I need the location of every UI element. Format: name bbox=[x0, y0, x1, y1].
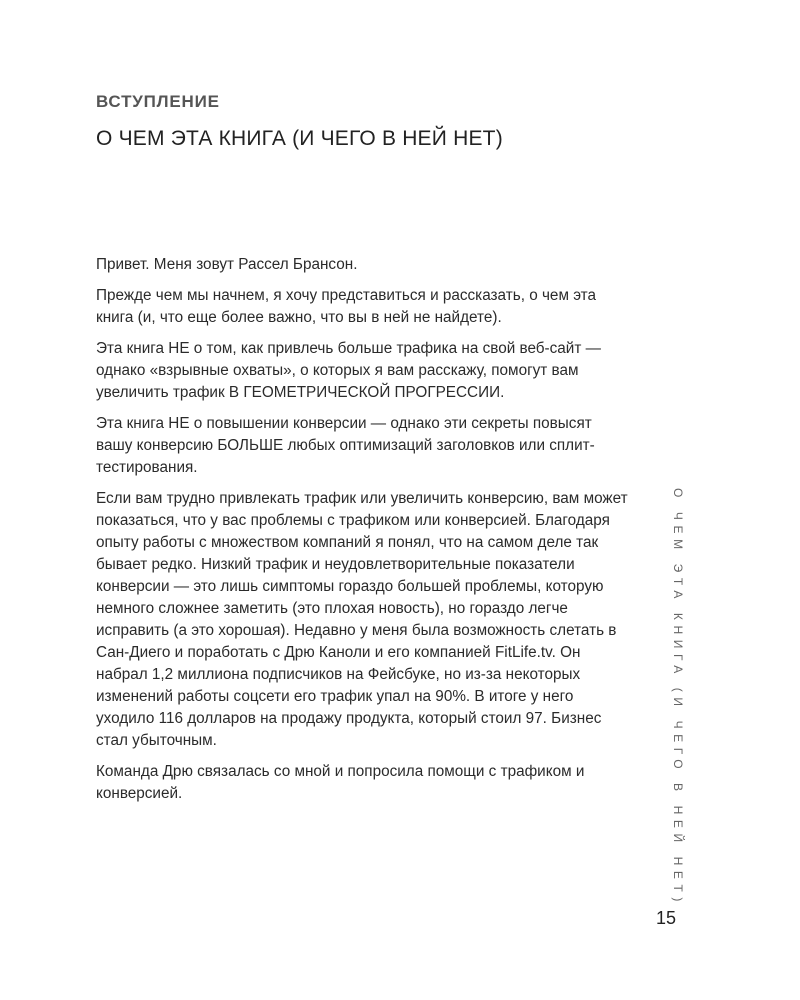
running-head: О ЧЕМ ЭТА КНИГА (И ЧЕГО В НЕЙ НЕТ) bbox=[671, 488, 685, 908]
page-number: 15 bbox=[656, 908, 677, 928]
paragraph: Привет. Меня зовут Рассел Брансон. bbox=[96, 256, 358, 273]
paragraph: Команда Дрю связалась со мной и попросила помощи с трафиком и конверсией. bbox=[96, 763, 585, 802]
chapter-title: О ЧЕМ ЭТА КНИГА (И ЧЕГО В НЕЙ НЕТ) bbox=[96, 127, 503, 150]
body-text bbox=[96, 254, 631, 814]
section-label: ВСТУПЛЕНИЕ bbox=[96, 92, 220, 111]
paragraph: Если вам трудно привлекать трафик или увеличить конверсию, вам может показаться, что у вас проблемы с трафиком или конверсией. Благодаря опыту работы с множеством компаний я понял, что на самом деле так бывает редко. Низкий трафик и неудовлетворительные показатели конверсии — это лишь симптомы гораздо большей проблемы, которую немного сложнее заметить (это плохая новость), но гораздо легче исправить (а это хорошая). Недавно у меня была возможность слетать в Сан-Диего и поработать с Дрю Каноли и его компанией FitLife.tv. Он набрал 1,2 миллиона подписчиков на Фейсбуке, но из-за некоторых изменений работы соцсети его трафик упал на 90%. В итоге у него уходило 116 долларов на продажу продукта, который стоил 97. Бизнес стал убыточным. bbox=[96, 490, 628, 749]
paragraph: Эта книга НЕ о том, как привлечь больше трафика на свой веб-сайт — однако «взрывные охваты», о которых я вам расскажу, помогут вам увеличить трафик В ГЕОМЕТРИЧЕСКОЙ ПРОГРЕССИИ. bbox=[96, 340, 601, 401]
paragraph: Эта книга НЕ о повышении конверсии — однако эти секреты повысят вашу конверсию БОЛЬШЕ любых оптимизаций заголовков или сплит-тестирования. bbox=[96, 415, 595, 476]
paragraph: Прежде чем мы начнем, я хочу представиться и рассказать, о чем эта книга (и, что еще более важно, что вы в ней не найдете). bbox=[96, 287, 597, 326]
